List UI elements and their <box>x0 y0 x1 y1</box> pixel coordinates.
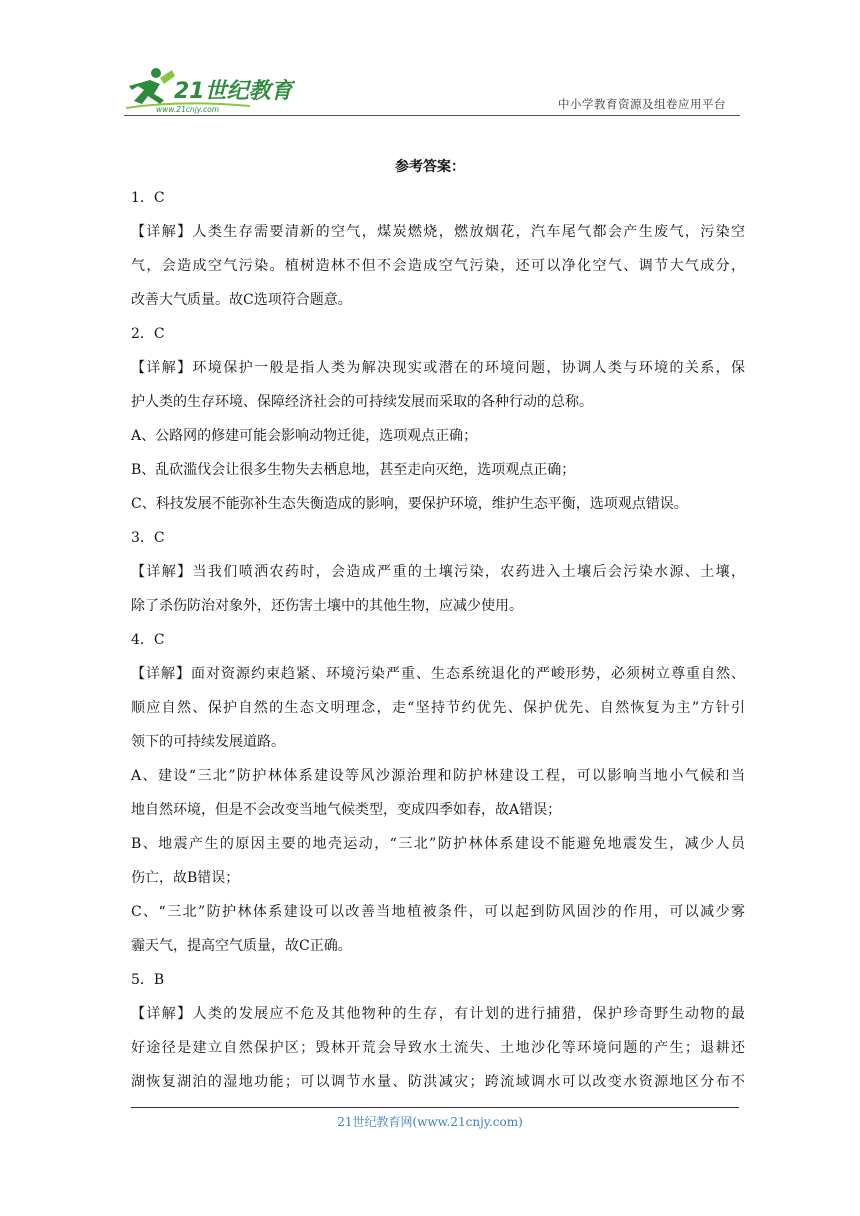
explanation-line: 改善大气质量。故C选项符合题意。 <box>131 292 352 308</box>
explanation-line: C、科技发展不能弥补生态失衡造成的影响，要保护环境，维护生态平衡，选项观点错误。 <box>131 496 688 512</box>
explanation-line: 顺应自然、保护自然的生态文明理念，走“坚持节约优先、保护优先、自然恢复为主”方针引 <box>131 700 745 716</box>
page-header <box>120 62 740 118</box>
explanation-line: 【详解】人类的发展应不危及其他物种的生存，有计划的进行捕猎，保护珍奇野生动物的最 <box>131 1006 745 1022</box>
explanation-line: 护人类的生存环境、保障经济社会的可持续发展而采取的各种行动的总称。 <box>131 394 593 410</box>
answer-number: 1．C <box>131 190 165 206</box>
explanation-line: 【详解】当我们喷洒农药时，会造成严重的土壤污染，农药进入土壤后会污染水源、土壤， <box>131 564 745 580</box>
answer-content <box>131 181 745 1099</box>
explanation-line: B、地震产生的原因主要的地壳运动，“三北”防护林体系建设不能避免地震发生，减少人员 <box>131 836 745 852</box>
explanation-line: 除了杀伤防治对象外，还伤害土壤中的其他生物，应减少使用。 <box>131 598 523 614</box>
header-divider <box>124 115 740 116</box>
explanation-line: 【详解】面对资源约束趋紧、环境污染严重、生态系统退化的严峻形势，必须树立尊重自然、 <box>131 666 745 682</box>
explanation-line: 领下的可持续发展道路。 <box>131 734 285 750</box>
runner-icon <box>129 68 175 104</box>
answer-number: 5．B <box>131 972 165 988</box>
logo <box>120 64 295 114</box>
explanation-line: B、乱砍滥伐会让很多生物失去栖息地，甚至走向灭绝，选项观点正确； <box>131 462 576 478</box>
explanation-line: 伤亡，故B错误； <box>131 870 240 886</box>
footer-divider <box>131 1107 739 1108</box>
explanation-line: 地自然环境，但是不会改变当地气候类型，变成四季如春，故A错误； <box>131 802 562 818</box>
platform-label: 中小学教育资源及组卷应用平台 <box>558 97 726 111</box>
answer-number: 2．C <box>131 326 165 342</box>
answer-number: 4．C <box>131 632 165 648</box>
explanation-line: 好途径是建立自然保护区；毁林开荒会导致水土流失、土地沙化等环境问题的产生；退耕还 <box>131 1040 745 1056</box>
explanation-line: 霾天气，提高空气质量，故C正确。 <box>131 938 352 954</box>
explanation-line: A、建设“三北”防护林体系建设等风沙源治理和防护林建设工程，可以影响当地小气候和当 <box>131 768 745 784</box>
explanation-line: 【详解】环境保护一般是指人类为解决现实或潜在的环境问题，协调人类与环境的关系，保 <box>131 360 745 376</box>
answer-number: 3．C <box>131 530 165 546</box>
logo-url: www.21cnjy.com <box>156 105 220 114</box>
explanation-line: 气，会造成空气污染。植树造林不但不会造成空气污染，还可以净化空气、调节大气成分， <box>131 258 745 274</box>
footer-link[interactable]: 21世纪教育网(www.21cnjy.com) <box>337 1115 523 1129</box>
explanation-line: 【详解】人类生存需要清新的空气，煤炭燃烧，燃放烟花，汽车尾气都会产生废气，污染空 <box>131 224 745 240</box>
explanation-line: 湖恢复湖泊的湿地功能；可以调节水量、防洪减灾；跨流域调水可以改变水资源地区分布不 <box>131 1074 745 1090</box>
page-title: 参考答案： <box>395 159 465 175</box>
logo-text: 21世纪教育 <box>174 79 293 104</box>
explanation-line: C、“三北”防护林体系建设可以改善当地植被条件，可以起到防风固沙的作用，可以减少雾 <box>131 904 745 920</box>
explanation-line: A、公路网的修建可能会影响动物迁徙，选项观点正确； <box>131 428 478 444</box>
